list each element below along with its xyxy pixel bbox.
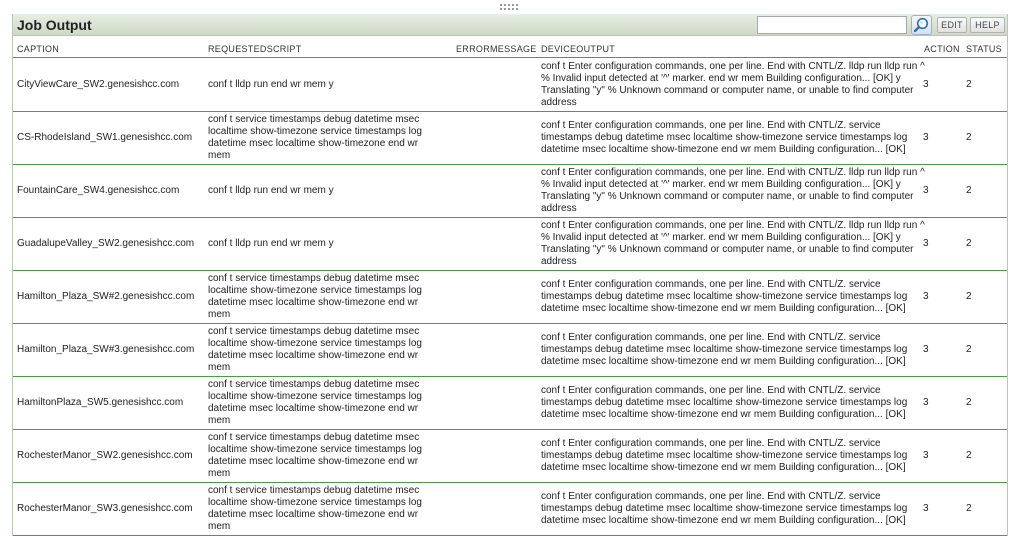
requested-script-cell: conf t lldp run end wr mem y (208, 79, 334, 90)
help-button[interactable]: HELP (970, 17, 1005, 33)
caption-cell: CS-RhodeIsland_SW1.genesishcc.com (17, 132, 193, 143)
device-output-cell: conf t Enter configuration commands, one per line. End with CNTL/Z. service timestamps debug datetime msec localtime show-timezone service timestamps log datetime msec localtime show-timezone end wr mem Building configuration... [OK] (541, 120, 908, 155)
status-cell: 2 (966, 238, 972, 249)
caption-cell: FountainCare_SW4.genesishcc.com (17, 185, 180, 196)
column-header-row (13, 36, 1007, 58)
caption-cell: RochesterManor_SW2.genesishcc.com (17, 450, 193, 461)
caption-cell: Hamilton_Plaza_SW#3.genesishcc.com (17, 344, 195, 355)
status-cell: 2 (966, 79, 972, 90)
requested-script-cell: conf t service timestamps debug datetime msec localtime show-timezone service timestamps log datetime msec localtime show-timezone end wr mem (208, 379, 422, 426)
requested-script-cell: conf t lldp run end wr mem y (208, 238, 334, 249)
action-cell: 3 (923, 503, 929, 514)
table-row[interactable] (13, 59, 1007, 112)
caption-cell: CityViewCare_SW2.genesishcc.com (17, 79, 180, 90)
caption-cell: Hamilton_Plaza_SW#2.genesishcc.com (17, 291, 195, 302)
requested-script-cell: conf t service timestamps debug datetime msec localtime show-timezone service timestamps log datetime msec localtime show-timezone end wr mem (208, 485, 422, 532)
search-button[interactable] (911, 15, 932, 35)
action-cell: 3 (923, 132, 929, 143)
device-output-cell: conf t Enter configuration commands, one per line. End with CNTL/Z. service timestamps debug datetime msec localtime show-timezone service timestamps log datetime msec localtime show-timezone end wr mem Building configuration... [OK] (541, 491, 908, 526)
status-cell: 2 (966, 291, 972, 302)
search-input[interactable] (757, 16, 907, 34)
caption-cell: GuadalupeValley_SW2.genesishcc.com (17, 238, 195, 249)
column-header-caption[interactable]: CAPTION (17, 44, 60, 54)
edit-button[interactable]: EDIT (937, 17, 967, 33)
table-row[interactable] (13, 271, 1007, 324)
device-output-cell: conf t Enter configuration commands, one per line. End with CNTL/Z. service timestamps debug datetime msec localtime show-timezone service timestamps log datetime msec localtime show-timezone end wr mem Building configuration... [OK] (541, 385, 908, 420)
action-cell: 3 (923, 79, 929, 90)
status-cell: 2 (966, 185, 972, 196)
action-cell: 3 (923, 185, 929, 196)
table-row[interactable] (13, 165, 1007, 218)
requested-script-cell: conf t lldp run end wr mem y (208, 185, 334, 196)
column-header-status[interactable]: STATUS (966, 44, 1002, 54)
panel-title: Job Output (17, 17, 92, 33)
action-cell: 3 (923, 238, 929, 249)
action-cell: 3 (923, 397, 929, 408)
table-row[interactable] (13, 324, 1007, 377)
status-cell: 2 (966, 503, 972, 514)
caption-cell: HamiltonPlaza_SW5.genesishcc.com (17, 397, 184, 408)
caption-cell: RochesterManor_SW3.genesishcc.com (17, 503, 193, 514)
table-row[interactable] (13, 430, 1007, 483)
status-cell: 2 (966, 132, 972, 143)
action-cell: 3 (923, 291, 929, 302)
status-cell: 2 (966, 397, 972, 408)
status-cell: 2 (966, 344, 972, 355)
table-row[interactable] (13, 218, 1007, 271)
column-header-requestedscript[interactable]: REQUESTEDSCRIPT (208, 44, 302, 54)
job-output-table (13, 59, 1007, 536)
resize-grip-icon[interactable] (500, 4, 520, 12)
device-output-cell: conf t Enter configuration commands, one per line. End with CNTL/Z. service timestamps debug datetime msec localtime show-timezone service timestamps log datetime msec localtime show-timezone end wr mem Building configuration... [OK] (541, 438, 908, 473)
column-header-errormessage[interactable]: ERRORMESSAGE (456, 44, 537, 54)
status-cell: 2 (966, 450, 972, 461)
column-header-action[interactable]: ACTION (924, 44, 960, 54)
requested-script-cell: conf t service timestamps debug datetime msec localtime show-timezone service timestamps log datetime msec localtime show-timezone end wr mem (208, 114, 422, 161)
device-output-cell: conf t Enter configuration commands, one per line. End with CNTL/Z. service timestamps debug datetime msec localtime show-timezone service timestamps log datetime msec localtime show-timezone end wr mem Building configuration... [OK] (541, 279, 908, 314)
device-output-cell: conf t Enter configuration commands, one per line. End with CNTL/Z. lldp run lldp run ^ % Invalid input detected at '^' marker. end wr mem Building configuration... [OK] y Translating "y" % Unknown command or computer name, or unable to find computer address (541, 220, 925, 267)
device-output-cell: conf t Enter configuration commands, one per line. End with CNTL/Z. lldp run lldp run ^ % Invalid input detected at '^' marker. end wr mem Building configuration... [OK] y Translating "y" % Unknown command or computer name, or unable to find computer address (541, 167, 925, 214)
requested-script-cell: conf t service timestamps debug datetime msec localtime show-timezone service timestamps log datetime msec localtime show-timezone end wr mem (208, 273, 422, 320)
table-row[interactable] (13, 112, 1007, 165)
search-icon (912, 16, 931, 34)
device-output-cell: conf t Enter configuration commands, one per line. End with CNTL/Z. lldp run lldp run ^ % Invalid input detected at '^' marker. end wr mem Building configuration... [OK] y Translating "y" % Unknown command or computer name, or unable to find computer address (541, 61, 925, 108)
column-header-deviceoutput[interactable]: DEVICEOUTPUT (541, 44, 616, 54)
requested-script-cell: conf t service timestamps debug datetime msec localtime show-timezone service timestamps log datetime msec localtime show-timezone end wr mem (208, 326, 422, 373)
device-output-cell: conf t Enter configuration commands, one per line. End with CNTL/Z. service timestamps debug datetime msec localtime show-timezone service timestamps log datetime msec localtime show-timezone end wr mem Building configuration... [OK] (541, 332, 908, 367)
requested-script-cell: conf t service timestamps debug datetime msec localtime show-timezone service timestamps log datetime msec localtime show-timezone end wr mem (208, 432, 422, 479)
table-row[interactable] (13, 483, 1007, 536)
job-output-panel (12, 14, 1008, 536)
action-cell: 3 (923, 450, 929, 461)
table-row[interactable] (13, 377, 1007, 430)
action-cell: 3 (923, 344, 929, 355)
panel-header (13, 14, 1007, 36)
